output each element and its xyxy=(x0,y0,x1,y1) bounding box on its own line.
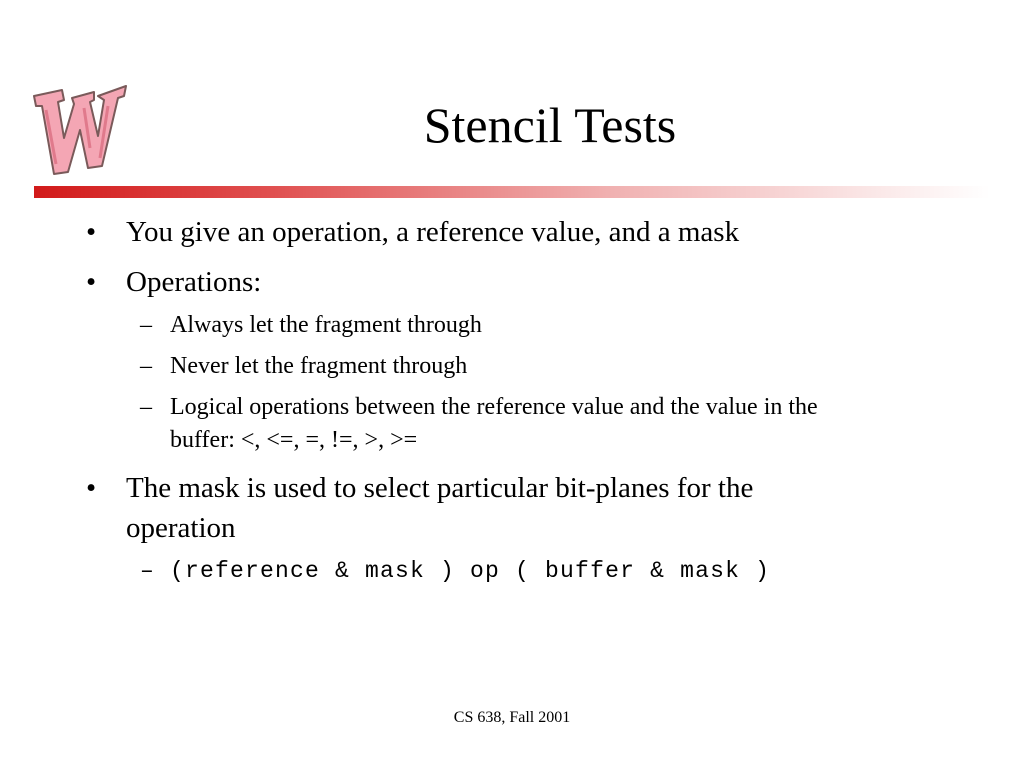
dash-marker: – xyxy=(140,558,156,584)
bullet-marker: • xyxy=(86,472,97,504)
bullet-text: operation xyxy=(126,512,236,544)
bullet-marker: • xyxy=(86,266,97,298)
sub-bullet-text: buffer: <, <=, =, !=, >, >= xyxy=(170,427,418,453)
sub-bullet-text: Never let the fragment through xyxy=(170,353,468,379)
dash-marker: – xyxy=(140,312,152,338)
bullet-text: You give an operation, a reference value, and a mask xyxy=(126,216,740,248)
sub-bullet-text: Always let the fragment through xyxy=(170,312,482,338)
code-expression: (reference & mask ) op ( buffer & mask ) xyxy=(170,558,771,584)
dash-marker: – xyxy=(140,394,152,420)
slide-footer: CS 638, Fall 2001 xyxy=(453,709,571,726)
sub-bullet-text: Logical operations between the reference value and the value in the xyxy=(170,394,818,420)
bullet-marker: • xyxy=(86,216,97,248)
slide-title: Stencil Tests xyxy=(423,97,677,153)
bullet-text: Operations: xyxy=(126,266,262,298)
bullet-text: The mask is used to select particular bit-planes for the xyxy=(126,472,754,504)
dash-marker: – xyxy=(140,353,152,379)
